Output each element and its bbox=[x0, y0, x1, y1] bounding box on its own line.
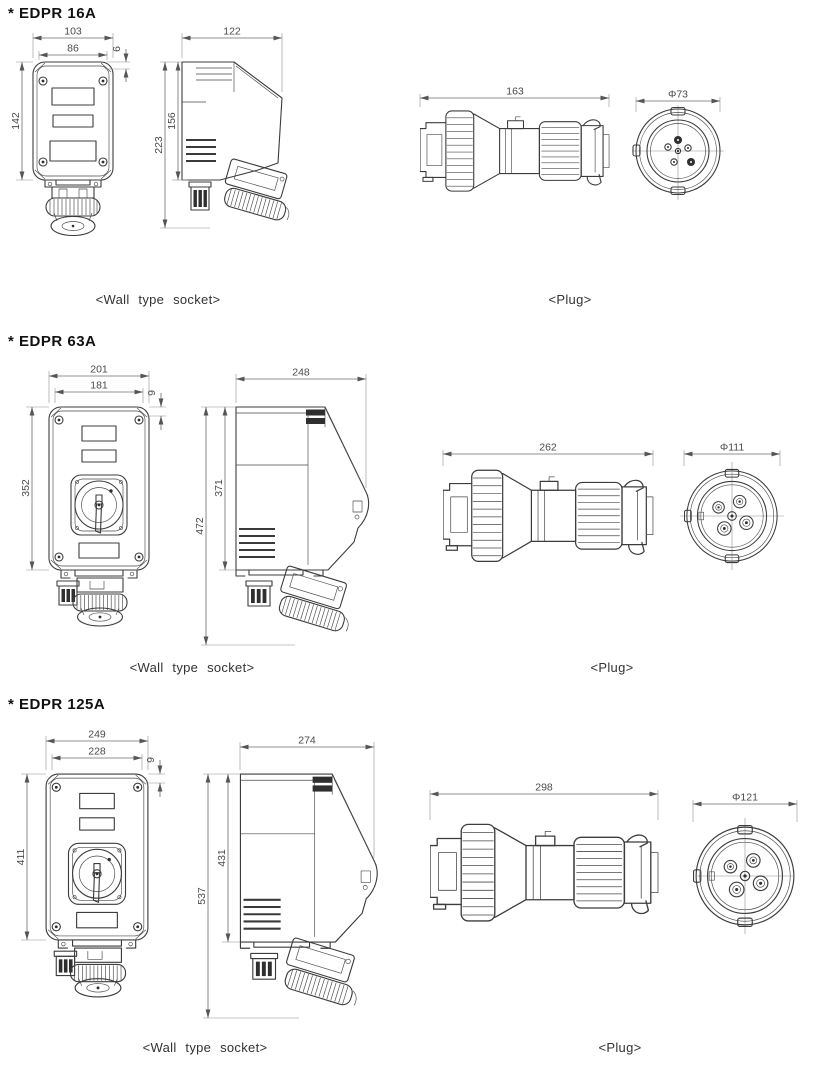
dim-height: 142 bbox=[10, 112, 22, 130]
plug-caption: <Plug> bbox=[548, 292, 592, 307]
wall-socket-front-drawing-16a bbox=[8, 22, 132, 250]
dim-body-height: 156 bbox=[166, 112, 178, 130]
dim-width-inner: 181 bbox=[90, 379, 108, 392]
plug-side-drawing-16a bbox=[400, 85, 618, 200]
plug-front-drawing-63a bbox=[676, 440, 791, 570]
dim-plug-length: 298 bbox=[535, 781, 553, 794]
plug-front-drawing-16a bbox=[628, 88, 728, 210]
dim-total-height: 537 bbox=[196, 887, 208, 905]
wall-socket-caption: <Wall type socket> bbox=[129, 660, 255, 675]
dim-top-offset: 9 bbox=[146, 390, 158, 396]
dim-plug-diameter: Φ73 bbox=[667, 88, 689, 101]
plug-caption: <Plug> bbox=[598, 1040, 642, 1055]
plug-front-drawing-125a bbox=[684, 788, 808, 948]
dim-body-height: 431 bbox=[216, 849, 228, 867]
dim-plug-diameter: Φ111 bbox=[719, 441, 745, 454]
wall-socket-side-drawing-125a bbox=[195, 728, 383, 1033]
dim-top-offset: 6 bbox=[111, 46, 123, 52]
plug-side-drawing-125a bbox=[420, 780, 665, 935]
dim-width-outer: 201 bbox=[90, 363, 108, 376]
dim-depth: 248 bbox=[292, 366, 310, 379]
dim-height: 411 bbox=[15, 848, 27, 866]
dim-depth: 274 bbox=[298, 734, 316, 747]
dim-width-inner: 86 bbox=[67, 42, 79, 55]
wall-socket-caption: <Wall type socket> bbox=[95, 292, 221, 307]
wall-socket-caption: <Wall type socket> bbox=[142, 1040, 268, 1055]
dim-total-height: 472 bbox=[194, 517, 206, 535]
wall-socket-front-drawing-125a bbox=[15, 728, 170, 1028]
wall-socket-side-drawing-16a bbox=[152, 22, 302, 250]
dim-plug-diameter: Φ121 bbox=[732, 791, 758, 804]
dim-plug-length: 163 bbox=[506, 85, 524, 98]
wall-socket-side-drawing-63a bbox=[193, 362, 375, 658]
wall-socket-front-drawing-63a bbox=[20, 362, 170, 658]
dim-plug-length: 262 bbox=[539, 441, 557, 454]
dim-width-outer: 249 bbox=[88, 728, 106, 741]
dim-top-offset: 9 bbox=[145, 757, 157, 763]
dim-depth: 122 bbox=[223, 25, 241, 38]
section-title: * EDPR 16A bbox=[8, 5, 97, 22]
dim-width-outer: 103 bbox=[64, 25, 82, 38]
dim-body-height: 371 bbox=[213, 479, 225, 497]
dim-total-height: 223 bbox=[153, 136, 165, 154]
plug-caption: <Plug> bbox=[590, 660, 634, 675]
section-title: * EDPR 63A bbox=[8, 333, 97, 350]
dim-height: 352 bbox=[20, 479, 32, 497]
section-title: * EDPR 125A bbox=[8, 696, 106, 713]
dim-width-inner: 228 bbox=[88, 745, 106, 758]
plug-side-drawing-63a bbox=[428, 440, 660, 562]
